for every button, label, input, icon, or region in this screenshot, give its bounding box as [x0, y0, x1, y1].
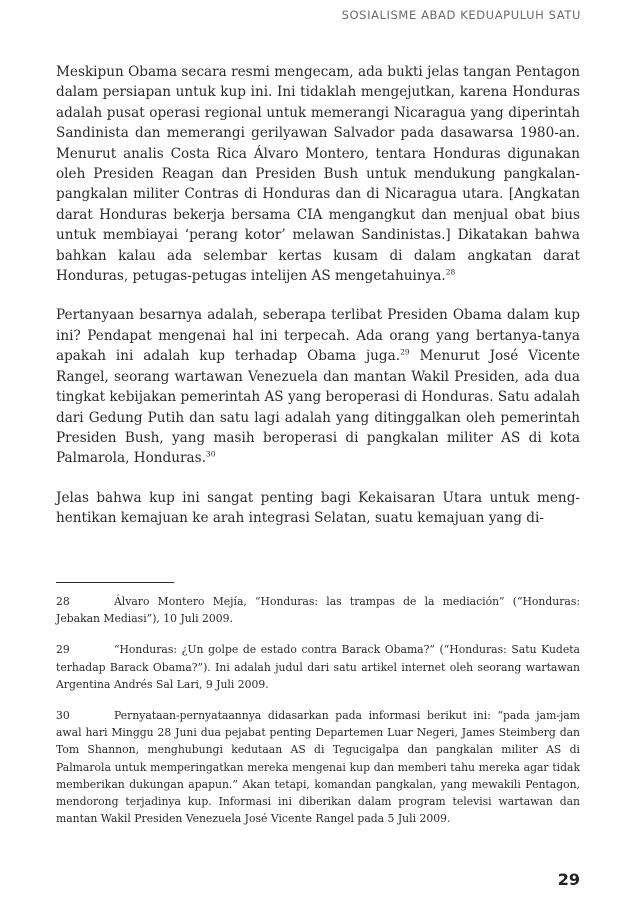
running-header: SOSIALISME ABAD KEDUAPULUH SATU	[341, 8, 581, 22]
footnote-28	[56, 593, 580, 627]
footnote-number: 29	[56, 643, 70, 657]
footnote-number: 30	[56, 709, 70, 723]
footnote-divider	[56, 582, 174, 583]
footnote-number: 28	[56, 595, 70, 608]
footnote-text: Álvaro Montero Mejía, “Honduras: las trampas de la mediación” (“Honduras: Jebakan Mediasi”), 10 Juli 2009.	[56, 595, 580, 626]
paragraph-2-text-a: Pertanyaan besarnya adalah, seberapa terlibat Presiden Obama dalam kup ini? Pendapat mengenai hal ini terpecah. Ada orang yang bertanya-tanya apakah ini adalah kup terhadap Obama juga.	[56, 307, 580, 365]
paragraph-1	[56, 62, 580, 286]
main-text	[56, 62, 580, 548]
footnote-ref-28[interactable]: 28	[445, 267, 456, 277]
footnote-30	[56, 707, 580, 827]
paragraph-2	[56, 305, 580, 468]
footnote-text: Pernyataan-pernyataannya didasarkan pada informasi berikut ini: “pada jam-jam awal hari Minggu 28 Juni dua pejabat penting Departemen Luar Negeri, James Steimberg dan Tom Shannon, menghubungi kedutaan AS di Tegucigalpa dan pangkalan militer AS di Palmarola untuk memperingatkan mereka mengenai kup dan memberi tahu mereka agar tidak memberikan dukungan apapun.” Akan tetapi, komandan pangkalan, yang mewakili Pentagon, mendorong terjadinya kup. Informasi ini diberikan dalam program televisi wartawan dan mantan Wakil Presiden Venezuela José Vicente Rangel pada 5 Juli 2009.	[56, 709, 580, 826]
footnote-29	[56, 641, 580, 693]
paragraph-2-text-b: Menurut José Vicente Rangel, seorang wartawan Venezuela dan mantan Wakil Presiden, ada dua tingkat kebijakan pemerintah AS yang beroperasi di Honduras. Satu adalah dari Gedung Putih dan satu lagi adalah yang ditinggalkan oleh pemerintah Presiden Bush, yang masih beroperasi di pangkalan militer AS di kota Palmarola, Honduras.	[56, 348, 580, 467]
page-number: 29	[557, 870, 580, 889]
footnotes	[56, 593, 580, 841]
paragraph-1-text: Meskipun Obama secara resmi mengecam, ada bukti jelas tangan Pentagon dalam persiapan untuk kup ini. Ini tidaklah mengejutkan, karena Honduras adalah pusat operasi regional untuk memerangi Nicaragua yang diperintah Sandinista dan memerangi gerilyawan Salvador pada dasawarsa 1980-an. Menurut analis Costa Rica Álvaro Montero, tentara Honduras digunakan oleh Presiden Reagan dan Presiden Bush untuk mendukung pangkalan-pangkalan militer Contras di Honduras dan di Nicaragua utara. [Angkatan darat Honduras bekerja bersama CIA mengangkut dan menjual obat bius untuk membiayai ‘perang kotor’ melawan Sandinistas.] Dikatakan bahwa bahkan kalau ada selembar kertas kusam di dalam angkatan darat Honduras, petugas-petugas intelijen AS mengetahuinya.	[56, 64, 580, 285]
paragraph-3	[56, 488, 580, 529]
paragraph-3-text: Jelas bahwa kup ini sangat penting bagi Kekaisaran Utara untuk menghentikan kemajuan ke arah integrasi Selatan, suatu kemajuan yang di-	[56, 489, 580, 527]
footnote-ref-30[interactable]: 30	[205, 449, 216, 459]
footnote-text: “Honduras: ¿Un golpe de estado contra Barack Obama?” (“Honduras: Satu Kudeta terhadap Barack Obama?”). Ini adalah judul dari satu artikel internet oleh seorang wartawan Argentina Andrés Sal Lari, 9 Juli 2009.	[56, 643, 580, 691]
footnote-ref-29[interactable]: 29	[400, 347, 410, 357]
